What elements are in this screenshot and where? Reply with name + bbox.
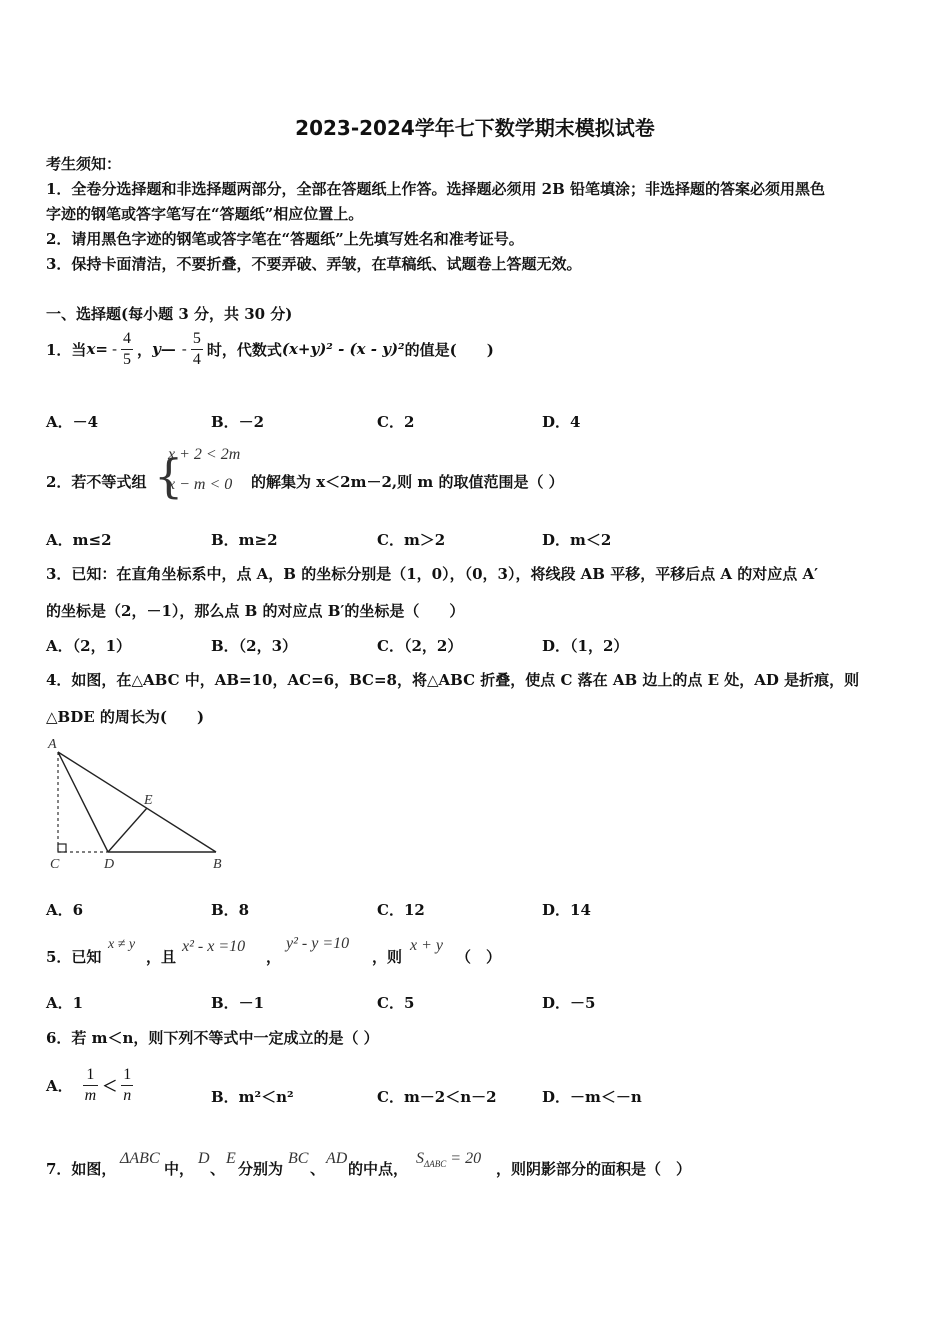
q1-fraction-2 (191, 329, 203, 370)
q4-option-b: B．8 (211, 901, 250, 919)
q5-math-1: x ≠ y (108, 937, 136, 952)
q1-neg-1: - (111, 340, 118, 358)
q5-option-d: D．－5 (542, 994, 596, 1012)
q5-math-2: x² - x =10 (182, 938, 246, 955)
q4-label-c: C (50, 857, 60, 872)
notice-heading: 考生须知： (46, 155, 122, 173)
q4-label-d: D (104, 857, 115, 872)
q6-stem: 6．若 m＜n，则下列不等式中一定成立的是（ ） (46, 1029, 379, 1047)
q7-math-d: D (198, 1150, 210, 1167)
q6-fraction-2 (121, 1065, 133, 1106)
q7-math-e: E (226, 1150, 236, 1167)
q2-suffix: 的解集为 x＜2m－2,则 m 的取值范围是（ ） (251, 473, 564, 491)
q4-segment-de (108, 808, 147, 852)
q6-lt: ＜ (102, 1076, 118, 1095)
q6-f1-num: 1 (83, 1065, 99, 1086)
q5-prefix: 5．已知 (46, 948, 102, 966)
q1-eq: = (95, 340, 108, 358)
q4-segment-ab (58, 752, 216, 852)
q4-triangle-figure (44, 734, 234, 874)
q3-line-2: 的坐标是（2，－1），那么点 B 的对应点 B′的坐标是（ ） (46, 602, 465, 620)
q7-math-triangle: ΔABC (120, 1150, 160, 1167)
q1-f1-den: 5 (123, 350, 132, 368)
q7-area-eq: = 20 (446, 1150, 482, 1167)
q4-line-1: 4．如图，在△ABC 中，AB=10，AC=6，BC=8，将△ABC 折叠，使点 C 落在 AB 边上的点 E 处，AD 是折痕，则 (46, 671, 860, 689)
q4-line-2: △BDE 的周长为( ) (46, 708, 205, 726)
q5-then: ，则 (372, 948, 403, 966)
q7-suffix: ，则阴影部分的面积是（ ） (496, 1160, 692, 1178)
section-heading: 一、选择题(每小题 3 分，共 30 分) (46, 305, 293, 323)
q4-option-d: D．14 (542, 901, 591, 919)
q7-mid: 的中点， (348, 1160, 409, 1178)
q3-line-1: 3．已知：在直角坐标系中，点 A，B 的坐标分别是（1，0），（0，3），将线段 AB 平移，平移后点 A 的对应点 A′ (46, 565, 819, 583)
q1-fraction-1 (121, 329, 133, 370)
q5-option-b: B．－1 (211, 994, 265, 1012)
q5-math-4: x + y (410, 937, 443, 954)
q7-area-sub: ΔABC (424, 1159, 447, 1170)
q6-f1-den: m (84, 1086, 97, 1104)
q2-option-c: C．m＞2 (377, 531, 446, 549)
notice-line-3: 3．保持卡面清洁，不要折叠，不要弄破、弄皱，在草稿纸、试题卷上答题无效。 (46, 255, 582, 273)
q6-option-b: B．m²＜n² (211, 1088, 294, 1106)
notice-line-2: 2．请用黑色字迹的钢笔或答字笔在“答题纸”上先填写姓名和准考证号。 (46, 230, 524, 248)
q3-option-b: B．（2，3） (211, 637, 298, 655)
q6-f2-den: n (123, 1086, 132, 1104)
q7-prefix: 7．如图， (46, 1160, 117, 1178)
q1-x: x (86, 340, 96, 358)
question-1 (46, 326, 494, 372)
q6-f2-num: 1 (121, 1065, 133, 1086)
q1-expression: (x+y)² - (x - y)² (281, 340, 405, 358)
page-title: 2023-2024学年七下数学期末模拟试卷 (295, 116, 655, 140)
q6-option-a-label: A． (46, 1076, 73, 1095)
q4-label-b: B (213, 857, 222, 872)
q2-inequality-1: x + 2 < 2m (168, 446, 241, 463)
q1-option-b: B．－2 (211, 413, 265, 431)
q3-option-c: C．（2，2） (377, 637, 463, 655)
q5-option-c: C．5 (377, 994, 415, 1012)
q2-prefix: 2．若不等式组 (46, 473, 147, 491)
q7-dun-2: 、 (310, 1160, 326, 1178)
notice-line-1b: 字迹的钢笔或答字笔写在“答题纸”相应位置上。 (46, 205, 364, 223)
q6-option-d: D．－m＜－n (542, 1088, 642, 1106)
q1-suffix: 的值是( ) (404, 340, 494, 359)
q2-brace: { (154, 449, 184, 503)
q7-fen: 分别为 (238, 1160, 284, 1178)
q1-option-a: A．－4 (46, 413, 99, 431)
q3-option-a: A．（2，1） (46, 637, 132, 655)
q5-and: ，且 (146, 948, 177, 966)
q1-y: y (152, 340, 161, 358)
q5-comma: ， (266, 948, 282, 966)
q5-suffix: （ ） (456, 948, 502, 966)
q3-option-d: D．（1，2） (542, 637, 629, 655)
q4-option-a: A．6 (46, 901, 84, 919)
q4-label-e: E (144, 793, 153, 808)
q4-option-c: C．12 (377, 901, 425, 919)
q2-option-a: A．m≤2 (46, 531, 112, 549)
q7-math-bc: BC (288, 1150, 309, 1167)
q1-f2-num: 5 (191, 329, 203, 350)
q1-option-d: D．4 (542, 413, 581, 431)
q2-option-b: B．m≥2 (211, 531, 278, 549)
q2-option-d: D．m＜2 (542, 531, 612, 549)
q1-neg-2: - (181, 340, 187, 358)
q1-sep: ， (137, 340, 153, 359)
q6-option-c: C．m－2＜n－2 (377, 1088, 497, 1106)
q4-right-angle-mark (58, 844, 66, 852)
q7-dun-1: 、 (210, 1160, 226, 1178)
q5-option-a: A．1 (46, 994, 84, 1012)
q5-math-3: y² - y =10 (286, 935, 350, 952)
notice-line-1a: 1．全卷分选择题和非选择题两部分，全部在答题纸上作答。选择题必须用 2B 铅笔填涂；非选择题的答案必须用黑色 (46, 180, 826, 198)
q1-option-c: C．2 (377, 413, 415, 431)
q1-dash: — (160, 340, 176, 358)
q2-inequality-2: x − m < 0 (168, 476, 233, 493)
q4-label-a: A (48, 737, 57, 752)
q7-math-ad: AD (326, 1150, 348, 1167)
q6-option-a (46, 1062, 137, 1108)
q7-area-s: S (416, 1150, 424, 1167)
q1-f1-num: 4 (121, 329, 133, 350)
q7-math-area (416, 1150, 481, 1169)
q7-zhong: 中， (164, 1160, 195, 1178)
q1-f2-den: 4 (192, 350, 201, 368)
q6-fraction-1 (83, 1065, 99, 1106)
q1-mid: 时，代数式 (206, 340, 282, 359)
q1-prefix: 1．当 (46, 340, 87, 359)
